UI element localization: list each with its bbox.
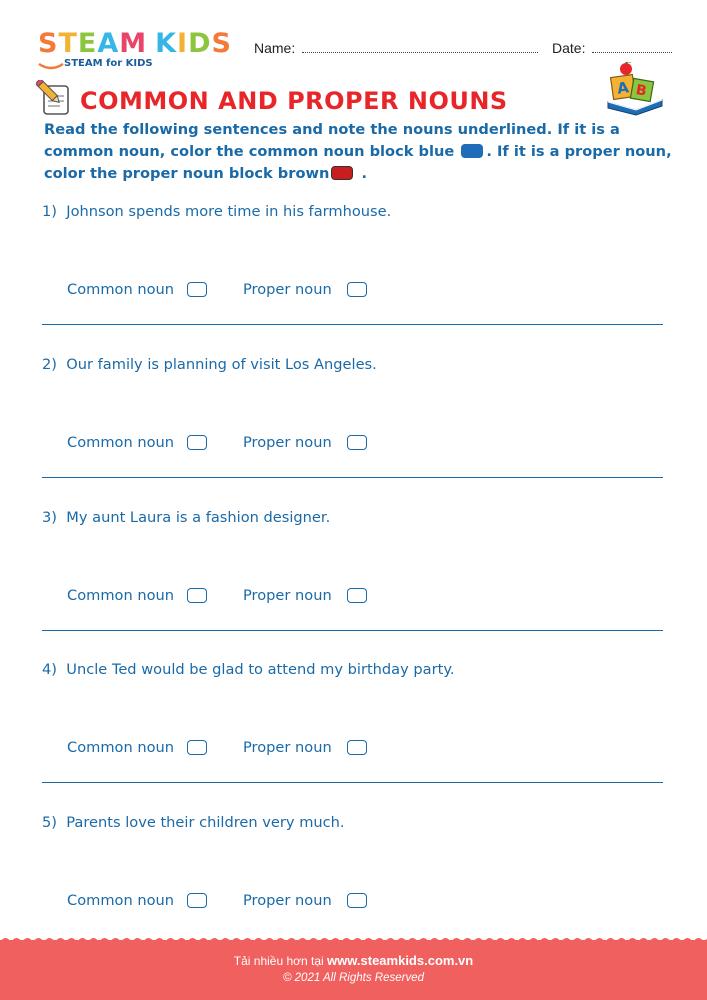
logo-swoosh-icon xyxy=(38,62,64,70)
question-sentence: Johnson spends more time in his farmhouse. xyxy=(66,203,392,220)
proper-noun-label: Proper noun xyxy=(243,434,332,451)
logo-tagline: STEAM for KIDS xyxy=(64,58,153,69)
steam-kids-logo xyxy=(38,30,238,72)
proper-noun-block[interactable] xyxy=(347,435,367,450)
question-sentence: Uncle Ted would be glad to attend my birthday party. xyxy=(66,661,455,678)
common-noun-block[interactable] xyxy=(187,435,207,450)
question-divider xyxy=(42,782,663,783)
logo-letter: A xyxy=(97,28,120,59)
svg-text:B: B xyxy=(634,82,648,100)
common-noun-label: Common noun xyxy=(67,892,175,909)
common-noun-label: Common noun xyxy=(67,434,175,451)
logo-letter: M xyxy=(119,28,148,59)
common-noun-block[interactable] xyxy=(187,282,207,297)
question-text xyxy=(42,661,455,678)
proper-noun-block[interactable] xyxy=(347,893,367,908)
logo-letter: T xyxy=(58,28,78,59)
logo-letter: S xyxy=(211,28,232,59)
question-number: 4) xyxy=(42,661,57,678)
common-noun-block[interactable] xyxy=(187,740,207,755)
logo-letter: I xyxy=(177,28,189,59)
question-sentence: My aunt Laura is a fashion designer. xyxy=(66,509,331,526)
question-text xyxy=(42,356,377,373)
question-divider xyxy=(42,324,663,325)
date-label: Date: xyxy=(552,40,586,56)
question-sentence: Our family is planning of visit Los Angeles. xyxy=(66,356,377,373)
proper-noun-label: Proper noun xyxy=(243,281,332,298)
abc-books-icon xyxy=(606,62,664,116)
question-number: 2) xyxy=(42,356,57,373)
question-number: 3) xyxy=(42,509,57,526)
logo-wordmark xyxy=(38,30,238,58)
svg-text:A: A xyxy=(615,78,630,98)
question-divider xyxy=(42,630,663,631)
common-noun-label: Common noun xyxy=(67,739,175,756)
question-number: 1) xyxy=(42,203,57,220)
pencil-paper-icon xyxy=(36,80,74,116)
question-text xyxy=(42,509,330,526)
name-field[interactable] xyxy=(302,52,538,53)
blue-swatch xyxy=(461,144,483,158)
question-text xyxy=(42,203,391,220)
question-number: 5) xyxy=(42,814,57,831)
common-noun-block[interactable] xyxy=(187,588,207,603)
question-divider xyxy=(42,477,663,478)
logo-letter: D xyxy=(188,28,212,59)
question-text xyxy=(42,814,345,831)
proper-noun-label: Proper noun xyxy=(243,739,332,756)
date-field[interactable] xyxy=(592,52,672,53)
footer-site-line xyxy=(0,953,707,968)
proper-noun-block[interactable] xyxy=(347,588,367,603)
common-noun-block[interactable] xyxy=(187,893,207,908)
logo-letter: E xyxy=(77,28,98,59)
footer-prefix: Tải nhiều hơn tại xyxy=(233,954,324,968)
proper-noun-block[interactable] xyxy=(347,282,367,297)
footer-site-link[interactable]: www.steamkids.com.vn xyxy=(327,953,474,968)
proper-noun-block[interactable] xyxy=(347,740,367,755)
footer xyxy=(0,940,707,1000)
footer-copyright: © 2021 All Rights Reserved xyxy=(282,972,424,984)
proper-noun-label: Proper noun xyxy=(243,892,332,909)
instructions-part3: . xyxy=(361,165,367,182)
common-noun-label: Common noun xyxy=(67,587,175,604)
instructions-part2: . If it is a proper noun, color the proper noun block brown xyxy=(44,143,672,182)
question-sentence: Parents love their children very much. xyxy=(66,814,345,831)
logo-letter: S xyxy=(38,28,59,59)
page-title: COMMON AND PROPER NOUNS xyxy=(80,87,508,115)
name-label: Name: xyxy=(254,40,296,56)
instructions-part1: Read the following sentences and note the nouns underlined. If it is a common noun, color the common noun block blue xyxy=(44,121,620,160)
brown-swatch xyxy=(331,166,353,180)
logo-letter: K xyxy=(155,28,178,59)
instructions xyxy=(44,119,674,185)
common-noun-label: Common noun xyxy=(67,281,175,298)
proper-noun-label: Proper noun xyxy=(243,587,332,604)
